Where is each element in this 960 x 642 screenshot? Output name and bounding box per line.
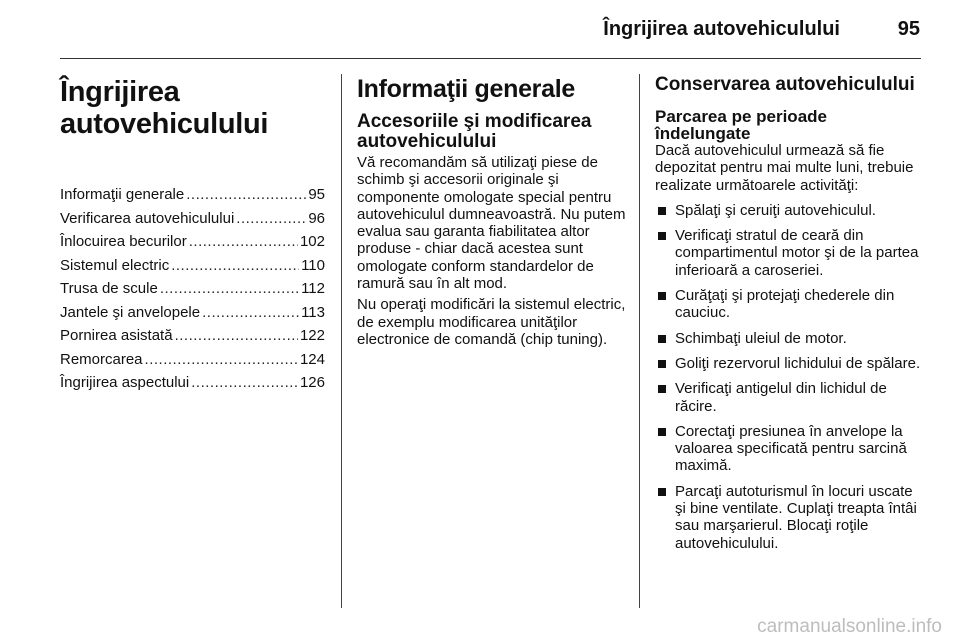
toc-leader-dots [160, 280, 299, 297]
list-item: Corectaţi presiunea în anvelope la valoarea specificată pentru sarcină maximă. [655, 423, 925, 475]
table-of-contents [60, 186, 325, 398]
chapter-column [60, 72, 325, 398]
toc-entry[interactable] [60, 257, 325, 281]
toc-entry-page: 124 [299, 350, 325, 368]
toc-leader-dots [171, 257, 299, 274]
toc-entry-label: Sistemul electric [60, 256, 170, 274]
list-item: Verificaţi stratul de ceară din compartimentul motor şi de la partea inferioară a caroseriei. [655, 227, 925, 279]
toc-entry[interactable] [60, 186, 325, 210]
toc-entry-page: 122 [299, 327, 325, 344]
toc-entry-label: Îngrijirea aspectului [60, 374, 190, 391]
chapter-title [60, 76, 325, 140]
toc-entry-label: Jantele şi anvelopele [60, 303, 201, 321]
toc-leader-dots [175, 327, 298, 344]
chapter-title-line1: Îngrijirea [60, 76, 180, 108]
page-number: 95 [897, 18, 920, 40]
general-info-column [357, 72, 635, 352]
subsection-title [655, 108, 925, 142]
list-item: Parcaţi autoturismul în locuri uscate şi bine ventilate. Cuplaţi treapta întâi sau marşarierul. Blocaţi roţile autovehiculului. [655, 483, 925, 552]
paragraph: Vă recomandăm să utilizaţi piese de schimb şi accesorii originale şi componente omologate special pentru autovehiculul dumneavoastră. Nu putem evalua sau garanta fiabilitatea altor produse - chiar dacă acestea sunt omologate conform standardelor de ramură sau în alt mod. [357, 154, 626, 293]
toc-entry-label: Trusa de scule [60, 280, 158, 297]
toc-entry[interactable] [60, 327, 325, 351]
section-title: Informaţii generale [357, 75, 575, 103]
section-title: Conservarea autovehiculului [655, 74, 915, 95]
toc-entry-page: 112 [301, 280, 325, 297]
toc-leader-dots [189, 233, 298, 250]
list-item: Goliţi rezervorul lichidului de spălare. [655, 355, 925, 372]
subsection-title-line2: autovehiculului [357, 131, 497, 152]
paragraph: Nu operaţi modificări la sistemul electric, de exemplu modificarea unităţilor electronice de comandă (chip tuning). [357, 296, 626, 348]
toc-entry[interactable] [60, 374, 325, 398]
subsection-title-line1: Parcarea pe perioade [655, 107, 827, 126]
intro-paragraph: Dacă autovehiculul urmează să fie depozitat pentru mai multe luni, trebuie realizate următoarele activităţi: [655, 142, 914, 194]
toc-entry-page: 102 [299, 233, 325, 250]
running-header-title: Îngrijirea autovehiculului [603, 18, 840, 40]
toc-entry-label: Pornirea asistată [60, 327, 173, 344]
toc-entry-page: 113 [301, 303, 325, 321]
toc-leader-dots [191, 374, 298, 391]
toc-leader-dots [236, 210, 306, 227]
toc-entry-page: 126 [299, 374, 325, 391]
toc-entry-page: 110 [301, 256, 325, 274]
watermark: carmanualsonline.info [757, 616, 942, 637]
list-item: Schimbaţi uleiul de motor. [655, 330, 925, 347]
toc-entry[interactable] [60, 280, 325, 304]
toc-entry[interactable] [60, 233, 325, 257]
list-item: Curăţaţi şi protejaţi chederele din cauciuc. [655, 287, 925, 322]
storage-steps-list [655, 202, 925, 552]
subsection-title-line1: Accesoriile şi modificarea [357, 111, 592, 132]
column-divider-1 [341, 74, 342, 608]
list-item: Spălaţi şi ceruiţi autovehiculul. [655, 202, 925, 219]
list-item: Verificaţi antigelul din lichidul de răcire. [655, 380, 925, 415]
toc-entry-label: Înlocuirea becurilor [60, 233, 187, 250]
toc-entry[interactable] [60, 304, 325, 328]
toc-leader-dots [145, 351, 298, 368]
toc-entry-page: 96 [308, 209, 325, 227]
subsection-title-line2: îndelungate [655, 124, 751, 143]
conservation-column [655, 72, 925, 560]
toc-entry[interactable] [60, 210, 325, 234]
toc-entry-label: Verificarea autovehiculului [60, 209, 235, 227]
body-text [357, 154, 635, 348]
header-divider [60, 58, 921, 59]
toc-leader-dots [202, 304, 299, 321]
subsection-title [357, 112, 635, 152]
toc-leader-dots [186, 186, 306, 203]
toc-entry-label: Remorcarea [60, 350, 143, 368]
toc-entry-page: 95 [308, 186, 325, 203]
column-divider-2 [639, 74, 640, 608]
chapter-title-line2: autovehiculului [60, 108, 269, 140]
toc-entry-label: Informaţii generale [60, 186, 185, 203]
toc-entry[interactable] [60, 351, 325, 375]
